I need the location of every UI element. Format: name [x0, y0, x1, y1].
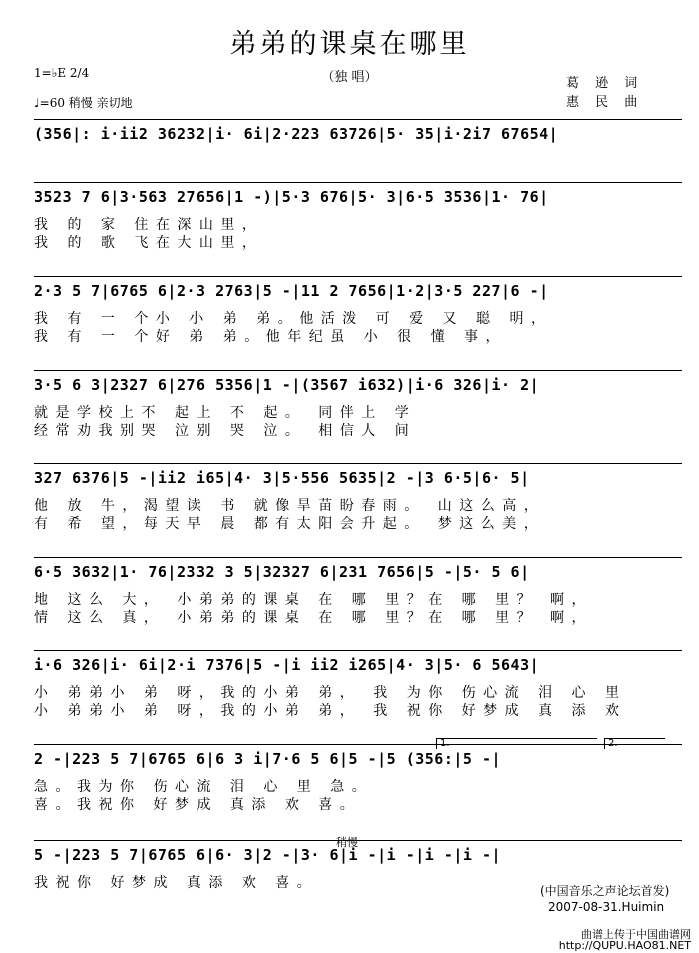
tempo-marking: ♩=60 稍慢 亲切地	[34, 96, 133, 110]
system-slur-rule	[34, 119, 682, 120]
notation-line: 5 -|223 5 7|6765 6|6· 3|2 -|3· 6|i -|i -|i -|i -|	[34, 846, 502, 864]
system-slur-rule	[34, 463, 682, 464]
lyric-verse-1: 他 放 牛，渴望读 书 就像旱苗盼春雨。 山这么高，	[34, 498, 546, 514]
notation-line: 2 -|223 5 7|6765 6|6 3 i|7·6 5 6|5 -|5 (356:|5 -|	[34, 750, 502, 768]
watermark-url[interactable]: http://QUPU.HAO81.NET	[558, 939, 691, 952]
lyric-verse-2: 经常劝我别哭 泣别 哭 泣。 相信人 间	[34, 423, 417, 439]
lyric-verse-1: 急。我为你 伤心流 泪 心 里 急。	[34, 779, 374, 795]
performance-type: （独 唱）	[321, 70, 378, 85]
lyric-verse-2: 我 的 歌 飞在大山里，	[34, 235, 264, 251]
first-ending-number: 1.	[440, 738, 450, 749]
notation-line: (356|: i·ii2 36232|i· 6i|2·223 63726|5· 35|i·2i7 67654|	[34, 125, 559, 143]
lyric-verse-1: 地 这么 大， 小弟弟的课桌 在 哪 里？在 哪 里？ 啊，	[34, 592, 594, 608]
lyric-verse-1: 小 弟弟小 弟 呀，我的小弟 弟， 我 为你 伤心流 泪 心 里	[34, 685, 627, 701]
system-slur-rule	[34, 840, 682, 841]
lyric-verse-2: 有 希 望，每天早 晨 都有太阳会升起。 梦这么美，	[34, 516, 546, 532]
lyricist-credit: 葛 逊 词	[566, 76, 644, 91]
first-ending-bracket	[436, 738, 597, 749]
watermark-site-name: 曲谱上传于中国曲谱网	[581, 928, 691, 941]
lyric-verse-1: 我 有 一 个小 小 弟 弟。他活泼 可 爱 又 聪 明，	[34, 311, 553, 327]
notation-line: 6·5 3632|1· 76|2332 3 5|32327 6|231 7656|5 -|5· 5 6|	[34, 563, 530, 581]
lyric-verse-1: 我 的 家 住在深山里，	[34, 217, 264, 233]
lyric-verse-2: 喜。我祝你 好梦成 真添 欢 喜。	[34, 797, 362, 813]
score-title: 弟弟的课桌在哪里	[229, 29, 470, 60]
lyric-verse-2: 小 弟弟小 弟 呀，我的小弟 弟， 我 祝你 好梦成 真 添 欢	[34, 703, 627, 719]
notation-line: 2·3 5 7|6765 6|2·3 2763|5 -|11 2 7656|1·2|3·5 227|6 -|	[34, 282, 549, 300]
second-ending-bracket	[604, 738, 665, 749]
tempo-change-marking: 稍慢	[336, 836, 358, 849]
lyric-verse-1: 就是学校上不 起上 不 起。 同伴上 学	[34, 405, 417, 421]
system-slur-rule	[34, 650, 682, 651]
second-ending-number: 2.	[608, 738, 618, 749]
notation-line: i·6 326|i· 6i|2·i 7376|5 -|i ii2 i265|4· 3|5· 6 5643|	[34, 656, 540, 674]
date-author: 2007-08-31.Huimin	[548, 900, 665, 914]
system-slur-rule	[34, 557, 682, 558]
lyric-verse-2: 我 有 一 个好 弟 弟。他年纪虽 小 很 懂 事，	[34, 329, 508, 345]
key-signature: 1=♭E 2/4	[34, 66, 90, 80]
lyric-verse-2: 情 这么 真， 小弟弟的课桌 在 哪 里？在 哪 里？ 啊，	[34, 610, 594, 626]
notation-line: 327 6376|5 -|ii2 i65|4· 3|5·556 5635|2 -|3 6·5|6· 5|	[34, 469, 530, 487]
composer-credit: 惠 民 曲	[566, 95, 644, 110]
system-slur-rule	[34, 182, 682, 183]
system-slur-rule	[34, 276, 682, 277]
notation-line: 3·5 6 3|2327 6|276 5356|1 -|(3567 i632)|i·6 326|i· 2|	[34, 376, 540, 394]
lyric-verse-1: 我祝你 好梦成 真添 欢 喜。	[34, 875, 319, 891]
notation-line: 3523 7 6|3·563 27656|1 -)|5·3 676|5· 3|6·5 3536|1· 76|	[34, 188, 549, 206]
system-slur-rule	[34, 370, 682, 371]
source-note: (中国音乐之声论坛首发)	[540, 884, 670, 898]
